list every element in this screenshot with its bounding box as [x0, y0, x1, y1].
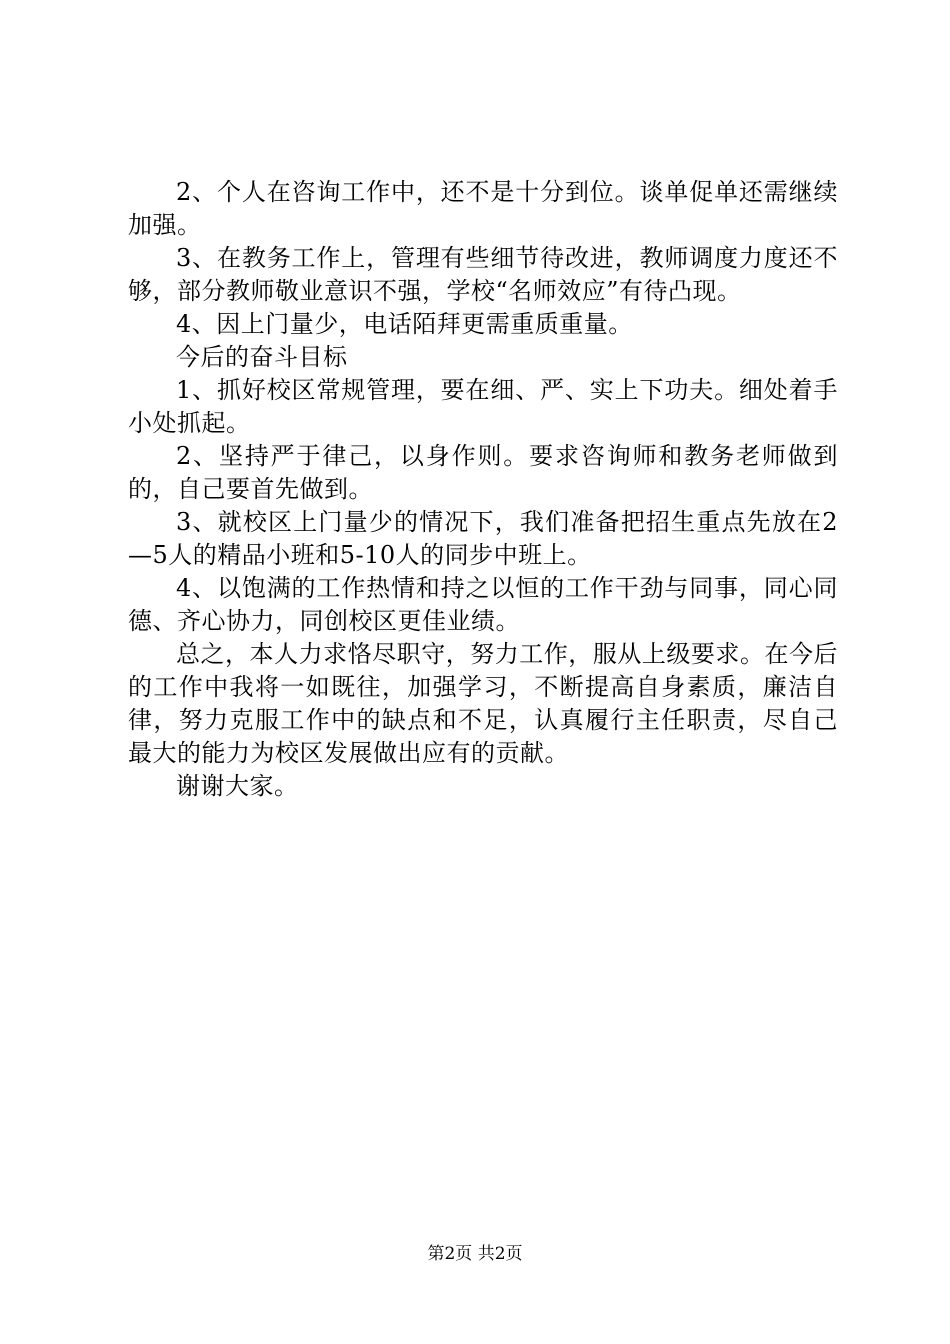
paragraph-teaching-issue: 3、在教务工作上，管理有些细节待改进，教师调度力度还不够，部分教师敬业意识不强，学校“名师效应”有待凸现。 — [128, 244, 838, 305]
paragraph-summary: 总之，本人力求恪尽职守，努力工作，服从上级要求。在今后的工作中我将一如既往，加强学习，不断提高自身素质，廉洁自律，努力克服工作中的缺点和不足，认真履行主任职责，尽自己最大的能力为校区发展做出应有的贡献。 — [128, 640, 838, 767]
paragraph-thanks: 谢谢大家。 — [176, 772, 299, 800]
section-heading-goals: 今后的奋斗目标 — [176, 343, 348, 371]
document-body — [128, 176, 838, 803]
paragraph-goal-self-discipline: 2、坚持严于律己，以身作则。要求咨询师和教务老师做到的，自己要首先做到。 — [128, 442, 838, 503]
paragraph-goal-teamwork: 4、以饱满的工作热情和持之以恒的工作干劲与同事，同心同德、齐心协力，同创校区更佳业绩。 — [128, 574, 838, 635]
page-number-footer: 第2页 共2页 — [427, 1244, 523, 1264]
paragraph-consulting-issue: 2、个人在咨询工作中，还不是十分到位。谈单促单还需继续加强。 — [128, 178, 838, 239]
paragraph-visit-issue: 4、因上门量少，电话陌拜更需重质重量。 — [176, 310, 633, 338]
paragraph-goal-management: 1、抓好校区常规管理，要在细、严、实上下功夫。细处着手小处抓起。 — [128, 376, 838, 437]
paragraph-goal-enrollment: 3、就校区上门量少的情况下，我们准备把招生重点先放在2—5人的精品小班和5-10人的同步中班上。 — [128, 508, 838, 569]
